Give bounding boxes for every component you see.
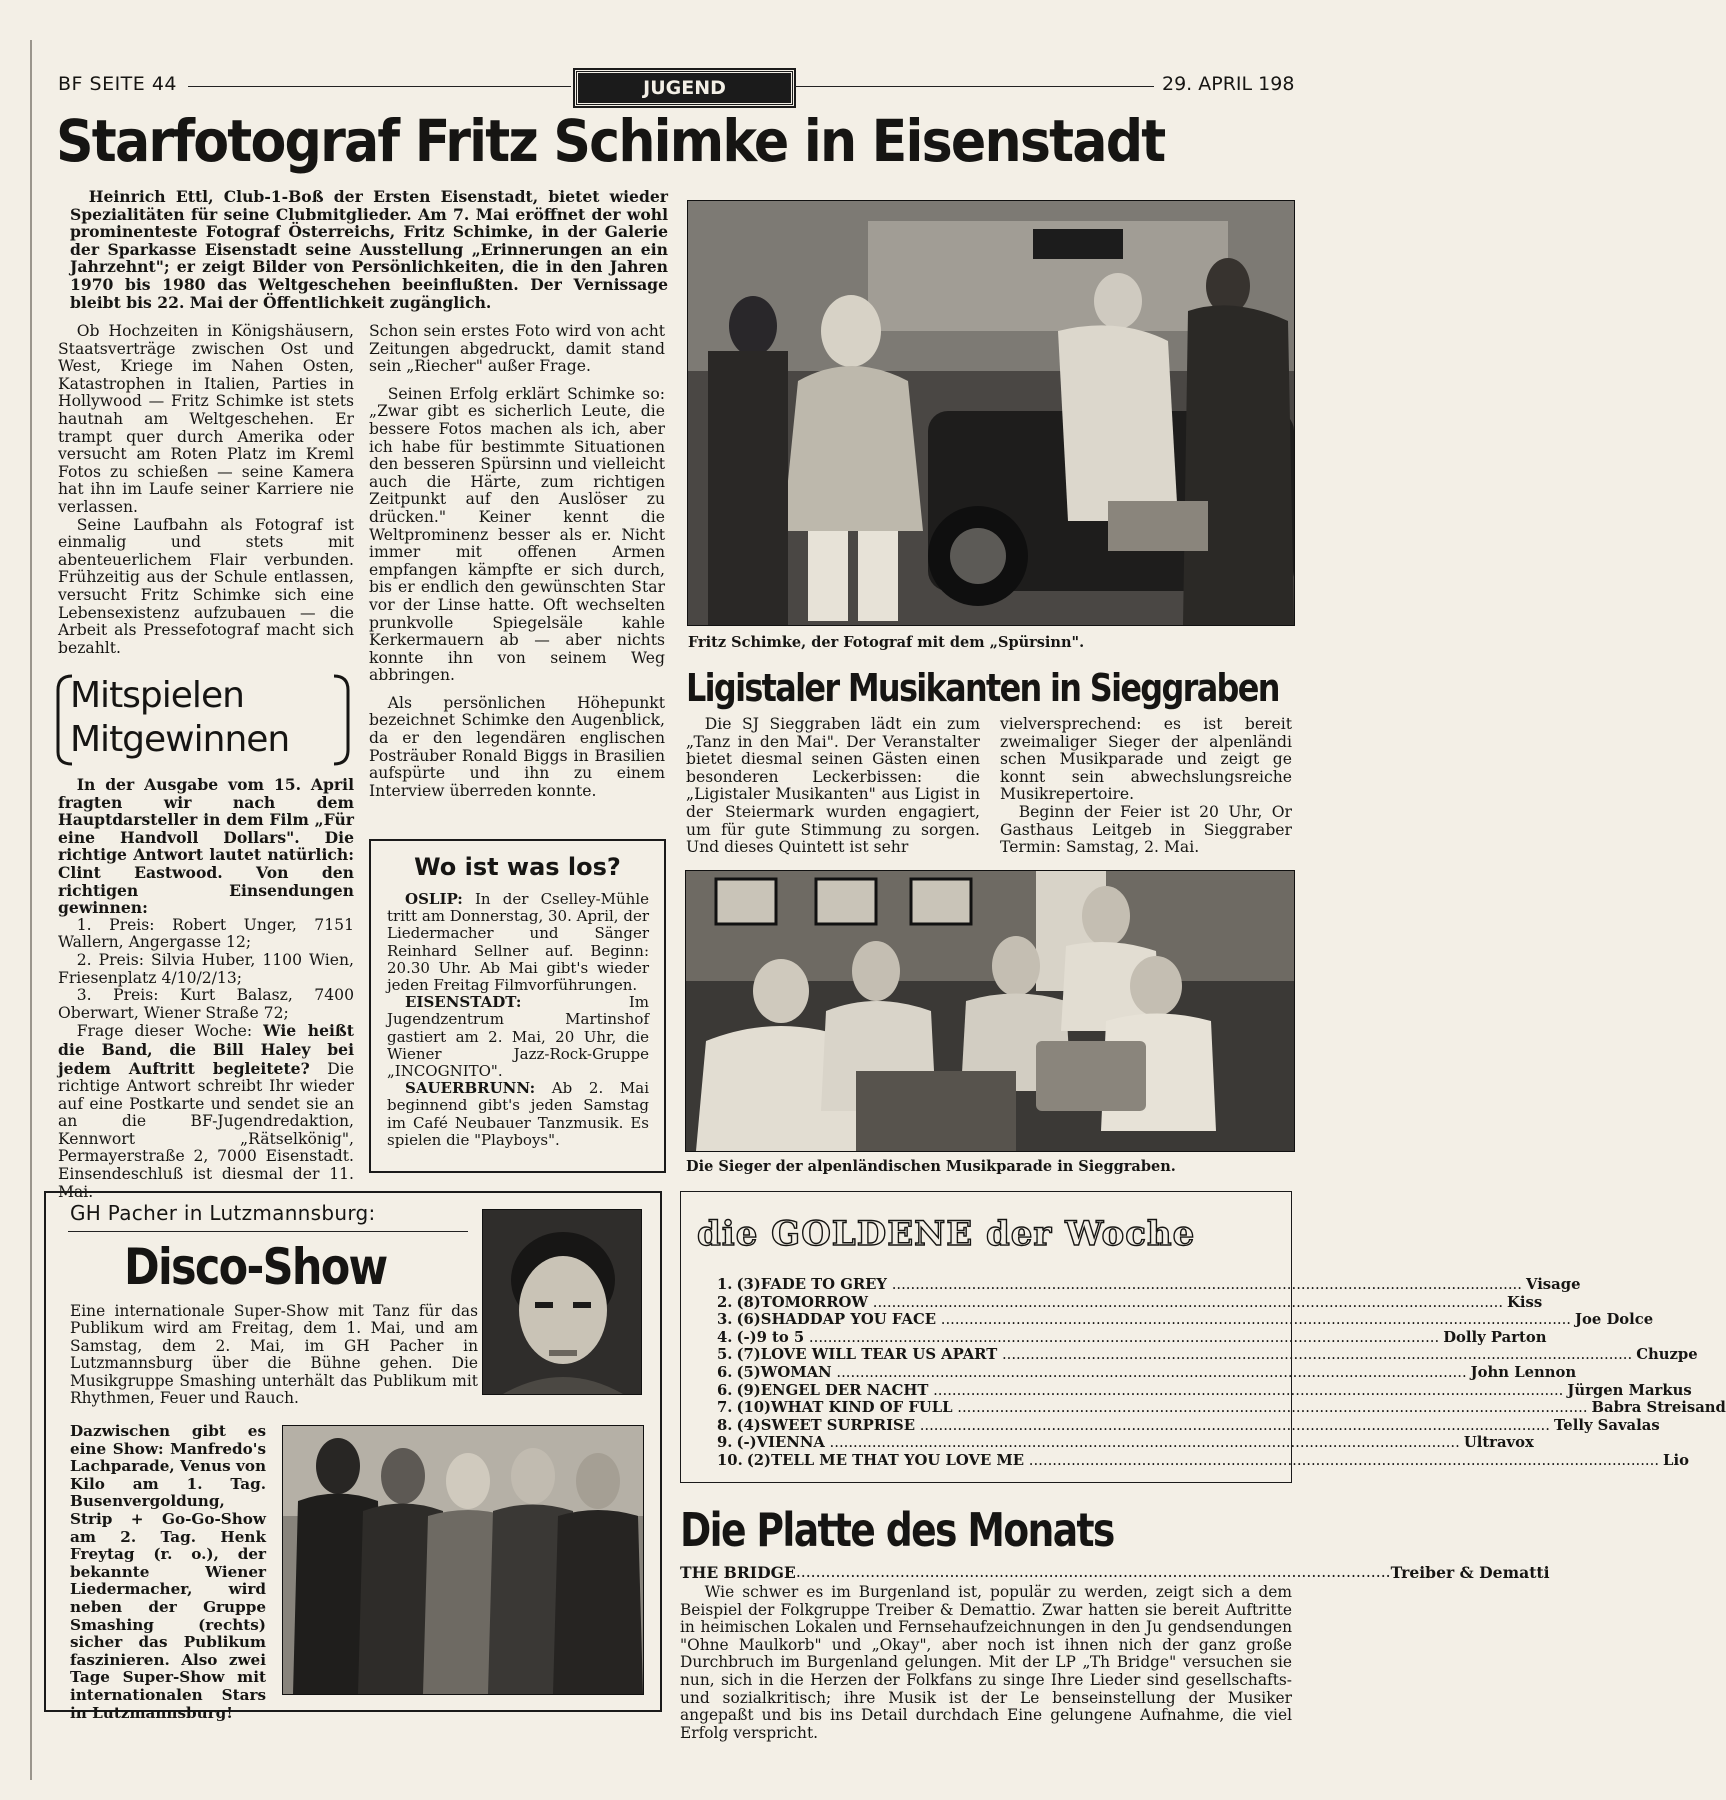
ligistaler-col-1: Die SJ Sieggraben lädt ein zum „Tanz in den Mai". Der Veranstalter bietet diesmal seinen Gästen einen besonderen Leckerbissen: die „Ligistaler Musikanten" aus Ligist in der Steiermark wurden engagiert, um für gute Stimmung zu sorgen. Und dieses Quintett ist sehr [686, 715, 980, 857]
goldene-box [680, 1191, 1726, 1483]
chart-row [717, 1381, 1692, 1400]
photo-smashing-image [283, 1426, 643, 1694]
quiz-logo-line1: Mitspielen [70, 675, 244, 716]
header-rule-left [188, 86, 571, 87]
chart-prev: (7) [736, 1346, 761, 1364]
chart-artist: Babra Streisand [1591, 1399, 1726, 1417]
quiz-logo-line2: Mitgewinnen [70, 719, 290, 760]
chart-title: ENGEL DER NACHT ..... [761, 1382, 1564, 1400]
chart-artist: Chuzpe [1636, 1346, 1698, 1364]
events-title: Wo ist was los? [414, 853, 621, 881]
quiz-logo [54, 672, 352, 768]
chart-title: VIENNA ..... [757, 1434, 1460, 1452]
page-number: BF SEITE 44 [58, 73, 177, 95]
chart-artist: Visage [1525, 1276, 1581, 1293]
chart-title: 9 to 5 ..... [757, 1329, 1440, 1347]
quiz-instructions: Die richtige Antwort schreibt Ihr wieder auf eine Postkarte und sendet sie an an die BF-Jugendredaktion, Kennwort „Rätselkönig", Permayerstraße 2, 7000 Eisenstadt. Einsendeschluß ist diesmal der 11. Mai. [58, 1059, 354, 1201]
page-date: 29. APRIL 198 [1162, 73, 1295, 95]
chart-rank: 6. [717, 1363, 733, 1381]
chart-rank: 10. [717, 1451, 743, 1469]
chart-prev: (6) [736, 1311, 761, 1329]
chart-artist: Ultravox [1463, 1434, 1534, 1452]
main-col2-para1: Schon sein erstes Foto wird von acht Zeitungen abgedruckt, damit stand sein „Riecher" außer Frage. [369, 322, 665, 376]
chart-prev: (-) [736, 1328, 757, 1346]
chart-rank: 2. [717, 1293, 733, 1311]
chart-artist: Telly Savalas [1553, 1416, 1660, 1434]
chart-row [717, 1416, 1660, 1435]
chart-row [717, 1276, 1581, 1294]
photo-henk-freytag [482, 1209, 642, 1395]
main-col-2 [369, 323, 665, 800]
main-headline: Starfotograf Fritz Schimke in Eisenstadt [56, 107, 1165, 175]
chart-artist: John Lennon [1470, 1363, 1577, 1381]
events-sauerbrunn [387, 1080, 649, 1149]
disco-kicker-underline [68, 1231, 468, 1232]
photo-fritz-caption: Fritz Schimke, der Fotograf mit dem „Spürsinn". [688, 634, 1085, 651]
main-col-1 [58, 323, 354, 657]
chart-title: SWEET SURPRISE ..... [761, 1417, 1550, 1435]
chart-artist: Kiss [1507, 1293, 1543, 1311]
chart-prev: (5) [736, 1363, 761, 1381]
disco-headline: Disco-Show [124, 1238, 387, 1296]
photo-ligistaler-caption: Die Sieger der alpenländischen Musikparade in Sieggraben. [686, 1158, 1176, 1175]
chart-prev: (-) [736, 1434, 757, 1452]
events-oslip-text: In der Cselley-Mühle tritt am Donnerstag, 30. April, der Liedermacher und Sänger Reinhard Sellner auf. Beginn: 20.30 Uhr. Ab Mai gibt's wieder jeden Freitag Filmvorführungen. [387, 890, 649, 995]
events-oslip-place: OSLIP: [405, 890, 463, 908]
chart-artist: Jürgen Markus [1567, 1381, 1692, 1399]
quiz-prize-2: 2. Preis: Silvia Huber, 1100 Wien, Friesenplatz 4/10/2/13; [58, 950, 354, 987]
chart-rank: 3. [717, 1311, 733, 1329]
chart-prev: (3) [736, 1276, 761, 1293]
events-text [387, 891, 649, 1149]
disco-box [44, 1191, 662, 1722]
chart-prev: (4) [736, 1416, 761, 1434]
goldene-title: die GOLDENE der Woche [697, 1214, 1196, 1254]
main-col1-para2: Seine Laufbahn als Fotograf ist einmalig und stets mit abenteuerlichem Flair verbunden. Frühzeitig aus der Schule entlassen, versucht Fritz Schimke sich eine Lebensexistenz aufzubauen — die Arbeit als Pressefotograf macht sich bezahlt. [58, 515, 354, 657]
quiz-text [58, 776, 354, 1201]
header-rule-right [794, 86, 1154, 87]
chart-rank: 6. [717, 1381, 733, 1399]
quiz-question: Wie heißt die Band, die Bill Haley bei jedem Auftritt begleitete? [58, 1021, 354, 1078]
main-col2-para3: Als persönlichen Höhepunkt bezeichnet Schimke den Augenblick, da er den legendären englischen Posträuber Ronald Biggs in Brasilien aufspürte und ihn zu einem Interview überreden konnte. [369, 693, 665, 800]
chart-title: WOMAN ..... [761, 1364, 1467, 1382]
chart-title: TELL ME THAT YOU LOVE ME ..... [771, 1452, 1659, 1470]
binding-edge [30, 40, 32, 1780]
platte-dots: ........................................................................................................................ [795, 1563, 1391, 1581]
chart-row [717, 1293, 1543, 1312]
chart-row [717, 1328, 1547, 1347]
events-eisenstadt-text: Im Jugendzentrum Martinshof gastiert am 2. Mai, 20 Uhr, die Wiener Jazz-Rock-Gruppe „INCOGNITO". [387, 993, 649, 1081]
ligistaler-col-2 [1000, 716, 1292, 857]
events-sauerbrunn-place: SAUERBRUNN: [405, 1079, 536, 1098]
ligistaler-headline: Ligistaler Musikanten in Sieggraben [686, 666, 1279, 710]
chart-title: SHADDAP YOU FACE ..... [761, 1311, 1571, 1329]
ligistaler-col2-para2: Beginn der Feier ist 20 Uhr, Or Gasthaus Leitgeb in Sieggraber Termin: Samstag, 2. Mai. [1000, 802, 1292, 857]
quiz-prize-1: 1. Preis: Robert Unger, 7151 Wallern, Angergasse 12; [58, 915, 354, 952]
disco-intro: Eine internationale Super-Show mit Tanz für das Publikum wird am Freitag, dem 1. Mai, und am Samstag, dem 2. Mai, im GH Pacher in Lutzmannsburg über die Bühne gehen. Die Musikgruppe Smashing unterhält das Publikum mit Rhythmen, Feuer und Rauch. [70, 1302, 478, 1408]
photo-fritz-schimke-image [688, 201, 1294, 625]
main-col1-para1: Ob Hochzeiten in Königshäusern, Staatsverträge zwischen Ost und West, Kriege im Nahen Osten, Katastrophen in Italien, Parties in Hollywood — Fritz Schimke ist stets hautnah am Weltgeschehen. Er trampt quer durch Amerika oder versucht am Roten Platz im Kreml Fotos zu schießen — seine Kamera hat ihn im Laufe seiner Karriere nie verlassen. [58, 322, 354, 516]
photo-smashing [282, 1425, 644, 1695]
disco-kicker: GH Pacher in Lutzmannsburg: [70, 1201, 376, 1225]
events-sauerbrunn-text: Ab 2. Mai beginnend gibt's jeden Samstag im Café Neubauer Tanzmusik. Es spielen die "Playboys". [387, 1079, 649, 1149]
events-box [369, 839, 666, 1173]
chart-row [717, 1399, 1726, 1417]
platte-album: THE BRIDGE [680, 1563, 796, 1582]
quiz-intro: In der Ausgabe vom 15. April fragten wir nach dem Hauptdarsteller in dem Film „Für eine Handvoll Dollars". Die richtige Antwort lautet natürlich: Clint Eastwood. Von den richtigen Einsendungen gewinnen: [58, 775, 354, 918]
events-eisenstadt-place: EISENSTADT: [405, 993, 522, 1012]
quiz-prize-3: 3. Preis: Kurt Balasz, 7400 Oberwart, Wiener Straße 72; [58, 986, 354, 1022]
chart-artist: Dolly Parton [1443, 1328, 1547, 1346]
platte-artist: Treiber & Dematti [1390, 1563, 1550, 1582]
platte-headline: Die Platte des Monats [680, 1503, 1114, 1557]
main-lead: Heinrich Ettl, Club-1-Boß der Ersten Eisenstadt, bietet wieder Spezialitäten für seine Clubmitglieder. Am 7. Mai eröffnet der wohl prominenteste Fotograf Österreichs, Fritz Schimke, in der Galerie der Sparkasse Eisenstadt seine Ausstellung „Erinnerungen an ein Jahrzehnt"; er zeigt Bilder von Persönlichkeiten, die in den Jahren 1970 bis 1980 das Weltgeschehen beeinflußten. Der Vernissage bleibt bis 22. Mai der Öffentlichkeit zugänglich. [70, 187, 668, 312]
chart-row [717, 1434, 1534, 1452]
disco-body: Dazwischen gibt es eine Show: Manfredo's Lachparade, Venus von Kilo am 1. Tag. Busenvergoldung, Strip + Go-Go-Show am 2. Tag. Henk Freytag (r. o.), der bekannte Wiener Liedermacher, wird neben der Gruppe Smashing (rechts) sicher das Publikum faszinieren. Also zwei Tage Super-Show mit internationalen Stars in Lutzmannsburg! [70, 1422, 266, 1722]
chart-title: TOMORROW ..... [761, 1294, 1503, 1312]
chart-row [717, 1346, 1698, 1364]
chart-row [717, 1451, 1689, 1470]
chart-rank: 8. [717, 1416, 733, 1434]
chart-prev: (10) [736, 1399, 772, 1417]
chart-row [717, 1363, 1577, 1382]
chart-prev: (8) [736, 1293, 761, 1311]
chart-title: LOVE WILL TEAR US APART ..... [761, 1346, 1632, 1364]
chart-prev: (2) [746, 1451, 772, 1469]
chart-rank: 9. [717, 1434, 733, 1452]
chart-rank: 5. [717, 1346, 733, 1364]
quiz-question-para [58, 1022, 354, 1201]
chart-rank: 4. [717, 1328, 733, 1346]
chart-title: FADE TO GREY ..... [761, 1276, 1522, 1294]
main-col2-para2: Seinen Erfolg erklärt Schimke so: „Zwar gibt es sicherlich Leute, die bessere Fotos machen als ich, aber ich habe für bestimmte Situationen den besseren Spürsinn und vielleicht auch die Härte, zum richtigen Zeitpunkt auf den Auslöser zu drücken." Keiner kennt die Weltprominenz besser als er. Nicht immer mit offenen Armen empfangen kämpfte er sich durch, bis er endlich den gewünschten Star vor der Linse hatte. Oft wechselten prunkvolle Spiegelsäle kahle Kerkermauern ab — aber nichts konnte ihn von seinem Weg abbringen. [369, 384, 665, 685]
chart-title: WHAT KIND OF FULL ..... [771, 1399, 1587, 1417]
photo-henk-freytag-image [483, 1210, 641, 1394]
platte-album-row [680, 1563, 1550, 1582]
photo-ligistaler [685, 870, 1295, 1152]
chart-artist: Lio [1663, 1451, 1689, 1469]
events-eisenstadt [387, 994, 649, 1080]
goldene-chart [717, 1276, 1726, 1470]
photo-ligistaler-image [686, 871, 1294, 1151]
chart-rank: 1. [717, 1276, 733, 1293]
platte-body: Wie schwer es im Burgenland ist, populär zu werden, zeigt sich a dem Beispiel der Folkgruppe Treiber & Demattio. Zwar hatten sie bereit Auftritte in heimischen Lokalen und Fernsehaufzeichnungen in den Ju gendsendungen "Ohne Maulkorb" und „Okay", aber noch ist ihnen nich der ganz große Durchbruch im Burgenland gelungen. Mit der LP „Th Bridge" versuchen sie nun, sich in die Herzen der Folkfans zu singe Ihre Lieder sind gesellschafts- und sozialkritisch; ihre Musik ist der Le benseinstellung der Musiker angepaßt und bis ins Detail durchdach Eine gelungene Aufnahme, die viel Erfolg verspricht. [680, 1583, 1292, 1742]
chart-artist: Joe Dolce [1575, 1311, 1654, 1329]
quiz-question-lead: Frage dieser Woche: [76, 1022, 253, 1041]
ligistaler-col2-para1: vielversprechend: es ist bereit zweimaliger Sieger der alpenländi schen Musikparade und zeigt ge konnt sein abwechslungsreiche Musikrepertoire. [1000, 715, 1292, 804]
chart-prev: (9) [736, 1381, 761, 1399]
chart-rank: 7. [717, 1399, 733, 1417]
section-label: JUGEND [575, 70, 794, 106]
chart-row [717, 1311, 1654, 1329]
events-oslip [387, 891, 649, 994]
photo-fritz-schimke [687, 200, 1295, 626]
